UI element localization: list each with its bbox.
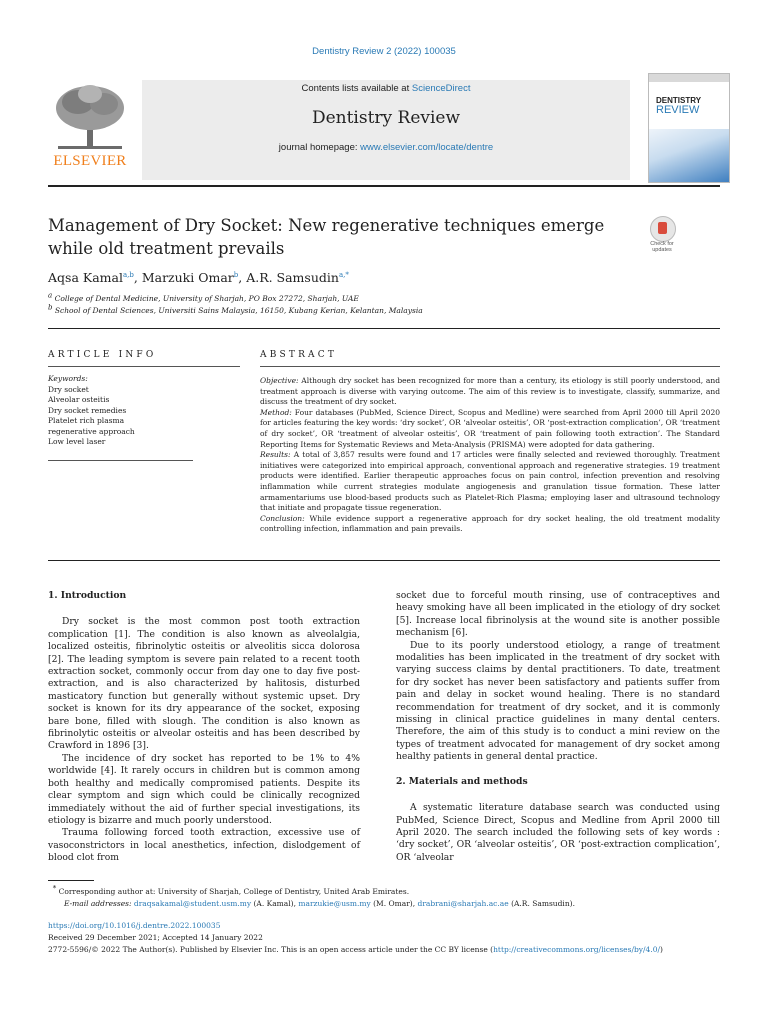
- article-title: Management of Dry Socket: New regenerative techniques emerge while old treatment prevails: [48, 216, 605, 258]
- right-column: [396, 590, 720, 864]
- section-rule: [48, 328, 720, 329]
- header-rule: [48, 185, 720, 187]
- author-name: Aqsa Kamal: [48, 270, 123, 285]
- author-affil-mark[interactable]: b: [233, 270, 239, 279]
- cover-graphic: [649, 129, 729, 182]
- journal-title: Dentistry Review: [311, 108, 461, 128]
- keyword: Low level laser: [48, 437, 106, 446]
- keyword: regenerative approach: [48, 426, 135, 436]
- license-link[interactable]: http://creativecommons.org/licenses/by/4.0/: [493, 945, 661, 954]
- author-list: Aqsa Kamal$^{a,b}$, Marzuki Omar$^b$, A.R. Samsudin$^{a,*}$: [48, 270, 349, 285]
- elsevier-wordmark: ELSEVIER: [53, 153, 127, 169]
- affiliation: $^a$ College of Dental Medicine, University of Sharjah, PO Box 27272, Sharjah, UAE: [48, 291, 359, 303]
- elsevier-logo: [48, 80, 132, 170]
- paragraph: Due to its poorly understood etiology, a range of treatment modalities has been implicated in the treatment of dry socket with varying success claims by dental practitioners. To date, treatment for dry socket has never been satisfactory and patients suffer from pain and delay in socket wound healing. There is no standard recommendation for treatment of dry socket, and it is commonly missing in clinical practice guidelines in many dental centers. Therefore, the aim of this study is to conduct a mini review on the types of treatment advocated for management of dry socket among healthy patients in general dental practice.: [396, 639, 720, 763]
- author-name: Marzuki Omar: [141, 270, 234, 285]
- keywords-block: [48, 374, 135, 448]
- keyword: Platelet rich plasma: [48, 416, 125, 425]
- keyword: Alveolar osteitis: [48, 395, 110, 404]
- journal-banner: [142, 80, 630, 180]
- paragraph: A systematic literature database search was conducted using PubMed, Science Direct, Scopus and Medline from April 2000 till April 2020. The search included the following sets of key words : ‘dry socket’, OR ‘alveolar osteitis’, OR ‘post-extraction complication’, OR ‘alveolar: [396, 802, 720, 863]
- paragraph: The incidence of dry socket has reported to be 1% to 4% worldwide [4]. It rarely occurs in children but is common among both healthy and medically compromised patients. Despite its clear symptom and sign which could be clinically recognized immediately without the aid of further special investigations, its etiology is bizarre and much poorly understood.: [48, 752, 360, 826]
- received-dates: Received 29 December 2021; Accepted 14 January 2022: [48, 933, 263, 942]
- journal-reference[interactable]: Dentistry Review 2 (2022) 100035: [312, 46, 456, 57]
- email-addresses: E-mail addresses: draqsakamal@student.usm.my (A. Kamal), marzukie@usm.my (M. Omar), drabrani@sharjah.ac.ae (A.R. Samsudin).: [64, 899, 575, 908]
- homepage-line: journal homepage: www.elsevier.com/locate/dentre: [278, 142, 494, 153]
- email-link[interactable]: marzukie@usm.my: [298, 899, 371, 908]
- doi-link[interactable]: https://doi.org/10.1016/j.dentre.2022.100035: [48, 921, 221, 930]
- abstract-heading: ABSTRACT: [260, 350, 338, 360]
- article-info-heading: ARTICLE INFO: [48, 350, 157, 360]
- paragraph: socket due to forceful mouth rinsing, use of contraceptives and heavy smoking have all been implicated in the etiology of dry socket [5]. Increase local fibrinolysis at the wound site is another possible mechanism [6].: [396, 590, 720, 639]
- corresponding-author-note: * Corresponding author at: University of Sharjah, College of Dentistry, United Arab Emirates.: [52, 884, 410, 896]
- keyword: Dry socket: [48, 384, 89, 394]
- license-line: 2772-5596/© 2022 The Author(s). Published by Elsevier Inc. This is an open access article under the CC BY license (http://creativecommons.org/licenses/by/4.0/): [48, 945, 663, 954]
- email-link[interactable]: draqsakamal@student.usm.my: [133, 899, 252, 908]
- journal-cover[interactable]: [648, 73, 730, 183]
- left-column: [48, 590, 360, 865]
- bookmark-icon: [650, 216, 676, 242]
- paragraph: Dry socket is the most common post tooth extraction complication [1]. The condition is also known as alveolalgia, localized osteitis, fibrinolytic osteitis or alveolitis sicca dolorosa [2]. The leading symptom is severe pain related to a recent tooth extraction socket, commonly occur from day one to day five post-extraction, and is also characterized by halitosis, disturbed masticatory function but generally without systemic upset. Dry socket is known for its dry appearance of the socket, exposing bare bone, filled with slough. The condition is also known as fibrinolytic osteitis or alveolar osteitis and has been described by Crawford in 1896 [3].: [48, 616, 360, 752]
- section-heading-introduction: 1. Introduction: [48, 590, 127, 601]
- paragraph: Trauma following forced tooth extraction, excessive use of vasoconstrictors in local anesthetics, infection, dislodgement of blood clot from: [48, 827, 360, 864]
- check-for-updates-badge[interactable]: Check for updates: [640, 216, 684, 260]
- author-affil-mark[interactable]: a,*: [338, 270, 349, 279]
- homepage-link[interactable]: www.elsevier.com/locate/dentre: [360, 142, 494, 153]
- author-affil-mark[interactable]: a,b: [122, 270, 134, 279]
- abstract-rule: [48, 560, 720, 561]
- author-name: A.R. Samsudin: [246, 270, 339, 285]
- abstract-text: Objective: Although dry socket has been recognized for more than a century, its etiology is still poorly understood, and treatment approach is diverse with varying outcome. The aim of this review is to investigate, classify, summarize, and discuss the treatment of dry socket. Method: Four databases (PubMed, Science Direct, Scopus and Medline) were searched from April 2000 till April 2020 for articles featuring the key words: ‘dry socket’, OR ‘alveolar osteitis’, OR ‘post-extraction complication’, OR ‘treatment of dry socket’, OR ‘treatment of alveolar osteitis’, OR ‘treatment of pain following tooth extraction’. The Standard Reporting Items for Systematic Reviews and Meta-Analysis (PRISMA) were adopted for data gathering. Results: A total of 3,857 results were found and 17 articles were finally selected and reviewed thoroughly. Treatment initiatives were categorized into empirical approach, conventional approach and regenerative strategies. 19 treatment products were identified. Earlier therapeutic approaches focus on pain control, infection prevention and resolving inflammation while current strategies modulate angiogenesis and granulation tissue formation. These latter armamentariums use blood-based products such as Platelet-Rich Plasma; employing laser and ultrasound technology that initiate and propagate tissue regeneration. Conclusion: While evidence support a regenerative approach for dry socket healing, the old treatment modality controlling infection, inflammation and pain prevails.: [260, 376, 721, 534]
- cover-title-line2: REVIEW: [656, 104, 700, 116]
- contents-line: Contents lists available at ScienceDirect: [301, 83, 471, 94]
- elsevier-tree-icon: [48, 80, 132, 152]
- email-link[interactable]: drabrani@sharjah.ac.ae: [417, 899, 509, 908]
- keywords-label: Keywords:: [48, 374, 88, 383]
- cover-title-line1: DENTISTRY: [656, 96, 702, 105]
- sciencedirect-link[interactable]: ScienceDirect: [411, 83, 471, 94]
- keyword: Dry socket remedies: [48, 405, 127, 415]
- section-heading-methods: 2. Materials and methods: [396, 775, 528, 787]
- affiliation: $^b$ School of Dental Sciences, Universiti Sains Malaysia, 16150, Kubang Kerian, Kelantan, Malaysia: [48, 303, 423, 315]
